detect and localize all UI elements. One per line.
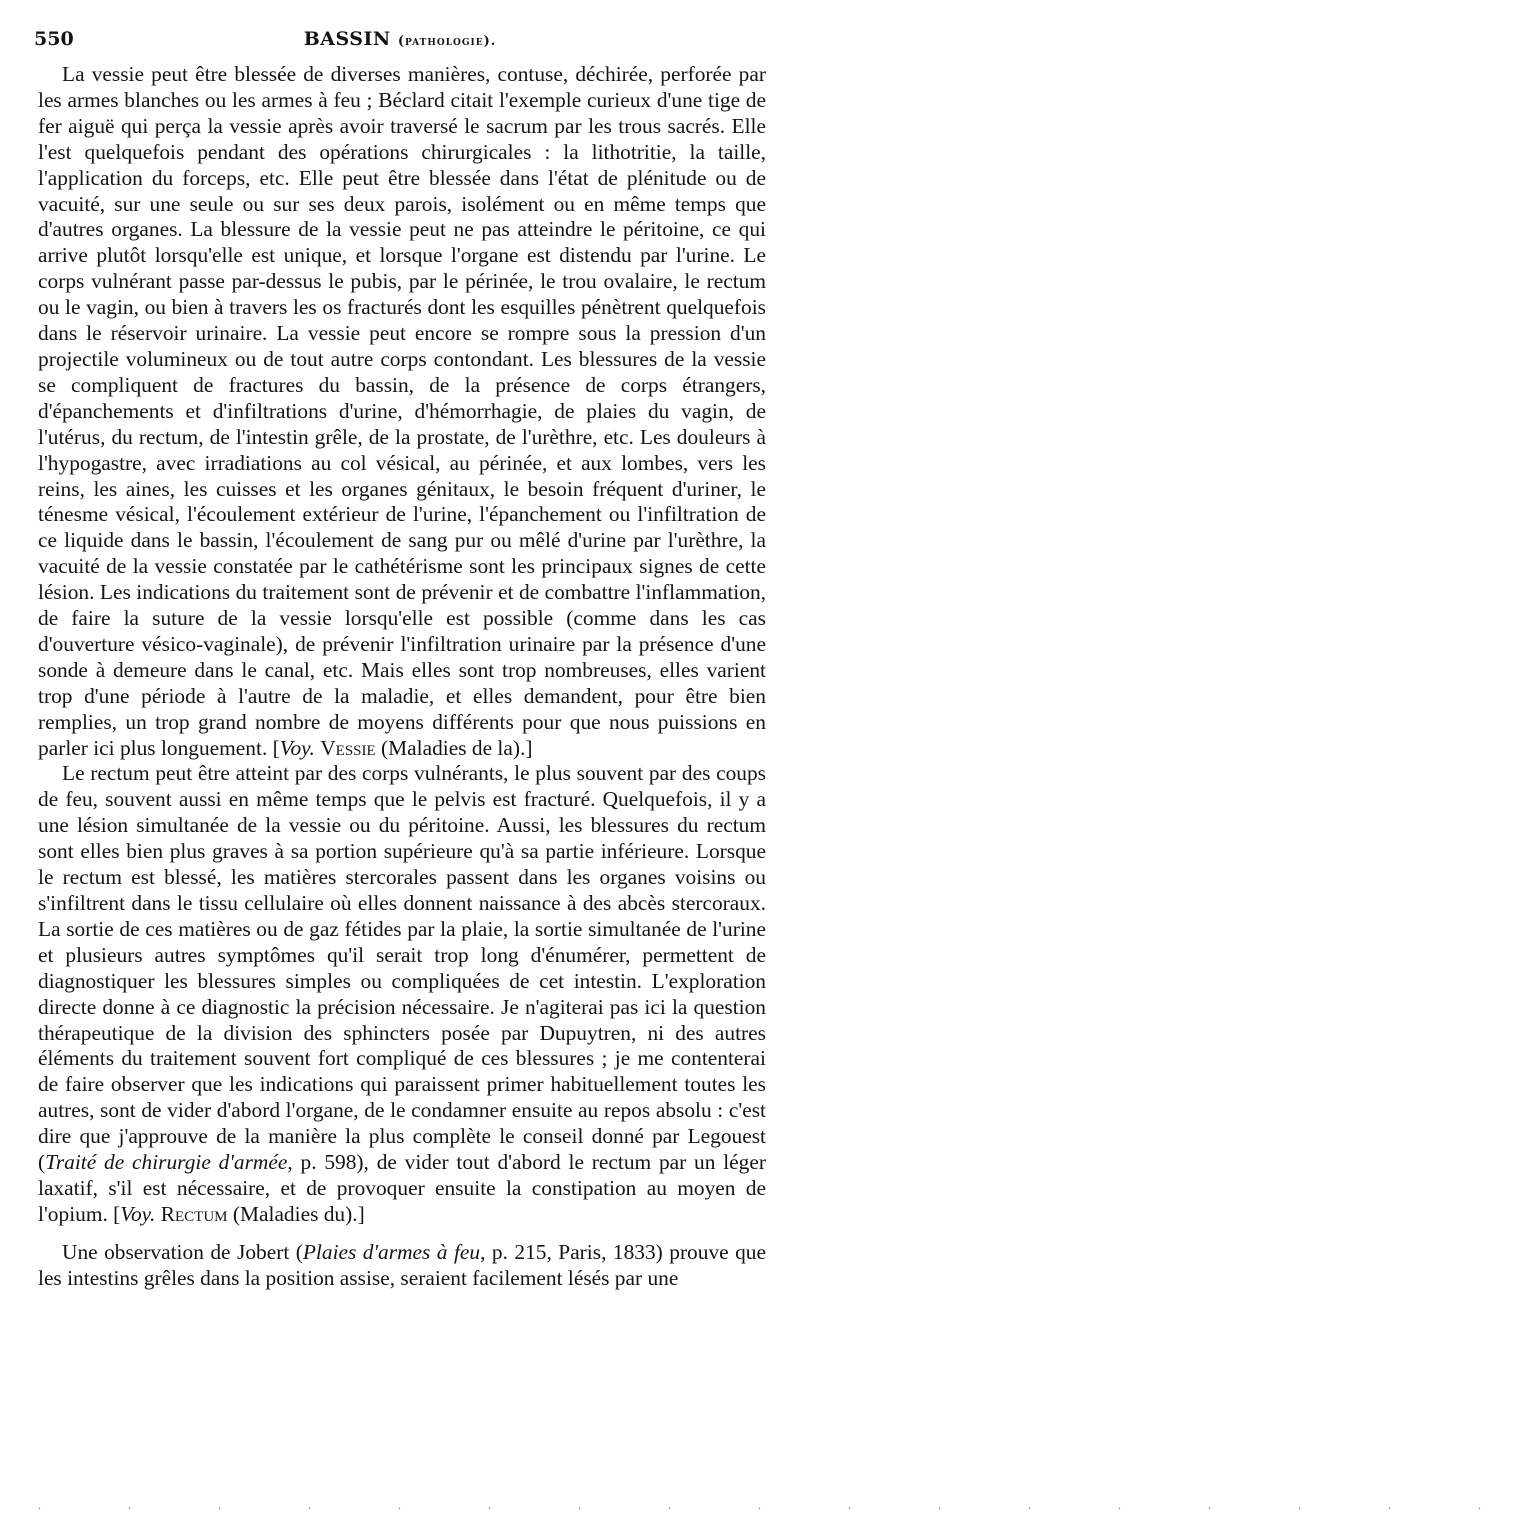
citation-title: Plaies d'armes à feu [302, 1239, 481, 1264]
header-title [34, 28, 766, 50]
citation-title: Traité de chirurgie d'armée [45, 1150, 288, 1175]
paragraph-text: Le rectum peut être atteint par des corps vulnérants, le plus souvent par des coups de feu, souvent aussi en même temps que le pelvis est fracturé. Quelquefois, il y a une lésion simultanée de la vessie ou du péritoine. Aussi, les blessures du rectum sont elles bien plus graves à sa portion supérieure qu'à sa partie inférieure. Lorsque le rectum est blessé, les matières stercorales passent dans les organes voisins ou s'infiltrent dans le tissu cellulaire où elles donnent naissance à des abcès stercoraux. La sortie de ces matières ou de gaz fétides par la plaie, la sortie simultanée de l'urine et plusieurs autres symptômes qu'il serait trop long d'énumérer, permettent de diagnostiquer les blessures simples ou compliquées de cet intestin. L'exploration directe donne à ce diagnostic la précision nécessaire. Je n'agiterai pas ici la question thérapeutique de la division des sphincters posée par Dupuytren, ni des autres éléments du traitement souvent fort compliqué de ces blessures ; je me contenterai de faire observer que les indications qui paraissent primer habituellement toutes les autres, sont de vider d'abord l'organe, de le condamner ensuite au repos absolu : c'est dire que j'approuve de la manière la plus complète le conseil donné par Legouest ( [38, 761, 766, 1175]
paragraph-vessie [38, 62, 766, 761]
paragraph-text-cont: , p. 215, Paris, 1833) prouve que les intestins grêles dans la position assise, seraient facilement lésés par une [38, 1239, 766, 1290]
crossref-word: Vessie [320, 735, 376, 760]
paragraph-jobert [38, 1240, 766, 1292]
crossref-voy: Voy. [120, 1201, 156, 1226]
body-text [38, 62, 766, 1292]
crossref-word: Rectum [160, 1201, 228, 1226]
header-title-sub: (pathologie). [397, 34, 497, 49]
paragraph-text: Une observation de Jobert ( [62, 1239, 303, 1264]
crossref-rest: (Maladies de la).] [381, 735, 533, 760]
crossref-open: [ [272, 735, 280, 760]
paragraph-text-cont: , p. 598), de vider tout d'abord le rectum par un léger laxatif, s'il est nécessaire, et de provoquer ensuite la constipation au moyen de l'opium. [ [38, 1150, 766, 1226]
crossref-rest: (Maladies du).] [232, 1201, 365, 1226]
crossref-voy: Voy. [279, 735, 315, 760]
header-title-main: BASSIN [303, 28, 391, 50]
page-number: 550 [34, 28, 74, 50]
running-header [34, 28, 766, 58]
footer-dots: . . . . . . . . . . . . . . . . . [38, 1498, 1523, 1512]
paragraph-text: La vessie peut être blessée de diverses manières, contuse, déchirée, perforée par les armes blanches ou les armes à feu ; Béclard citait l'exemple curieux d'une tige de fer aiguë qui perça la vessie après avoir traversé le sacrum par les trous sacrés. Elle l'est quelquefois pendant des opérations chirurgicales : la lithotritie, la taille, l'application du forceps, etc. Elle peut être blessée dans l'état de plénitude ou de vacuité, sur une seule ou sur ses deux parois, isolément ou en même temps que d'autres organes. La blessure de la vessie peut ne pas atteindre le péritoine, ce qui arrive plutôt lorsqu'elle est unique, et lorsque l'organe est distendu par l'urine. Le corps vulnérant passe par-dessus le pubis, par le périnée, le trou ovalaire, le rectum ou le vagin, ou bien à travers les os fracturés dont les esquilles pénètrent quelquefois dans le réservoir urinaire. La vessie peut encore se rompre sous la pression d'un projectile volumineux ou de tout autre corps contondant. Les blessures de la vessie se compliquent de fractures du bassin, de la présence de corps étrangers, d'épanchements et d'infiltrations d'urine, d'hémorrhagie, de plaies du vagin, de l'utérus, du rectum, de l'intestin grêle, de la prostate, de l'urèthre, etc. Les douleurs à l'hypogastre, avec irradiations au col vésical, au périnée, et aux lombes, vers les reins, les aines, les cuisses et les organes génitaux, le besoin fréquent d'uriner, le ténesme vésical, l'écoulement extérieur de l'urine, l'épanchement ou l'infiltration de ce liquide dans le bassin, l'écoulement de sang pur ou mêlé d'urine par l'urèthre, la vacuité de la vessie constatée par le cathétérisme sont les principaux signes de cette lésion. Les indications du traitement sont de prévenir et de combattre l'inflammation, de faire la suture de la vessie lorsqu'elle est possible (comme dans les cas d'ouverture vésico-vaginale), de prévenir l'infiltration urinaire par la présence d'une sonde à demeure dans le canal, etc. Mais elles sont trop nombreuses, elles varient trop d'une période à l'autre de la maladie, et elles demandent, pour être bien remplies, un trop grand nombre de moyens différents pour que nous puissions en parler ici plus longuement. [38, 62, 766, 760]
paragraph-rectum [38, 761, 766, 1227]
